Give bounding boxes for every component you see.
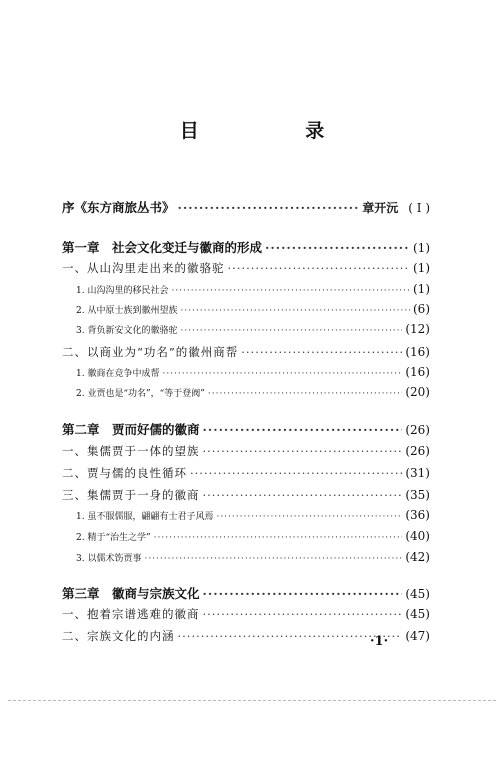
leader-dots <box>171 286 410 296</box>
toc-entry-subsection[interactable] <box>76 302 430 316</box>
toc-entry-title: 一、抱着宗谱逃难的徽商 <box>62 607 200 621</box>
toc-entry-section[interactable] <box>62 260 430 276</box>
toc-entry-page: (36) <box>405 508 430 522</box>
toc-entry-title: 第三章 徽商与宗族文化 <box>62 586 200 601</box>
toc-entry-page: (26) <box>405 444 430 458</box>
toc-entry-chapter-2[interactable] <box>62 420 430 438</box>
toc-entry-title: 一、从山沟里走出来的徽骆驼 <box>62 261 225 275</box>
toc-entry-page: (45) <box>405 587 430 601</box>
toc-entry-title: 二、宗族文化的内涵 <box>62 629 175 643</box>
toc-entry-subsection[interactable] <box>76 282 430 296</box>
leader-dots <box>265 240 410 255</box>
leader-dots <box>144 554 402 564</box>
toc-entry-title: 1. 山沟沟里的移民社会 <box>76 286 169 296</box>
toc-entry-title: 1. 徽商在竞争中成帮 <box>76 369 160 379</box>
leader-dots <box>190 466 402 480</box>
toc-entry-page: (1) <box>413 261 430 275</box>
toc-entry-subsection[interactable] <box>76 322 430 336</box>
toc-entry-subsection[interactable] <box>76 508 430 522</box>
toc-entry-section[interactable] <box>62 487 430 503</box>
page-title: 目 录 <box>179 120 375 142</box>
toc-entry-title: 2. 精于“治生之学” <box>76 533 151 543</box>
toc-entry-page: (35) <box>405 488 430 502</box>
toc-entry-page: (6) <box>413 302 430 316</box>
leader-dots <box>203 607 403 621</box>
toc-entry-page: (12) <box>405 322 430 336</box>
toc-entry-preface[interactable] <box>62 198 430 216</box>
toc-entry-page: (1) <box>413 241 430 255</box>
toc-entry-subsection[interactable] <box>76 550 430 564</box>
toc-entry-title: 2. 业贾也是“功名”，“等于登阀” <box>76 389 205 399</box>
toc-entry-title: 序《东方商旅丛书》 <box>62 200 175 215</box>
leader-dots <box>203 586 403 601</box>
leader-dots <box>228 261 411 275</box>
toc-entry-title: 2. 从中原士族到徽州望族 <box>76 306 178 316</box>
leader-dots <box>178 200 360 215</box>
toc-entry-section[interactable] <box>62 443 430 459</box>
toc-entry-section[interactable] <box>62 465 430 481</box>
toc-entry-title: 3. 背负新安文化的徽骆驼 <box>76 326 178 336</box>
toc-entry-title: 第一章 社会文化变迁与徽商的形成 <box>62 240 263 255</box>
toc-entry-subsection[interactable] <box>76 529 430 543</box>
toc-entry-title: 3. 以儒术饬贾事 <box>76 554 142 564</box>
toc-entry-author: 章开沅 <box>362 201 399 215</box>
toc-entry-subsection[interactable] <box>76 365 430 379</box>
toc-entry-page: (31) <box>405 466 430 480</box>
toc-entry-page: (45) <box>405 607 430 621</box>
leader-dots <box>203 422 403 437</box>
toc-entry-page: (42) <box>405 550 430 564</box>
toc-entry-title: 1. 虽不服儒服，翩翩有士君子风焉 <box>76 512 214 522</box>
leader-dots <box>180 326 402 336</box>
page-number: ·1· <box>370 634 389 649</box>
toc-entry-page: (16) <box>405 365 430 379</box>
scan-artifact-line <box>8 700 496 701</box>
toc-entry-section[interactable] <box>62 344 430 360</box>
toc-entry-title: 二、以商业为“功名”的徽州商帮 <box>62 345 239 359</box>
toc-entry-chapter-1[interactable] <box>62 238 430 256</box>
leader-dots <box>216 512 402 522</box>
leader-dots <box>203 488 403 502</box>
toc-entry-title: 三、集儒贾于一身的徽商 <box>62 488 200 502</box>
leader-dots <box>154 533 403 543</box>
toc-entry-page: (1) <box>413 282 430 296</box>
toc-entry-page: (20) <box>405 385 430 399</box>
toc-entry-page: (26) <box>405 423 430 437</box>
toc-entry-title: 第二章 贾而好儒的徽商 <box>62 422 200 437</box>
toc-entry-chapter-3[interactable] <box>62 584 430 602</box>
leader-dots <box>203 444 403 458</box>
toc-entry-page: (16) <box>405 345 430 359</box>
toc-entry-section[interactable] <box>62 606 430 622</box>
toc-entry-subsection[interactable] <box>76 385 430 399</box>
toc-entry-page: (40) <box>405 529 430 543</box>
leader-dots <box>178 629 403 643</box>
leader-dots <box>162 369 402 379</box>
leader-dots <box>208 389 403 399</box>
toc-entry-page: (47) <box>405 629 430 643</box>
leader-dots <box>180 306 410 316</box>
leader-dots <box>241 345 402 359</box>
toc-entry-title: 一、集儒贾于一体的望族 <box>62 444 200 458</box>
toc-entry-title: 二、贾与儒的良性循环 <box>62 466 187 480</box>
toc-entry-page: ( I ) <box>408 201 430 215</box>
